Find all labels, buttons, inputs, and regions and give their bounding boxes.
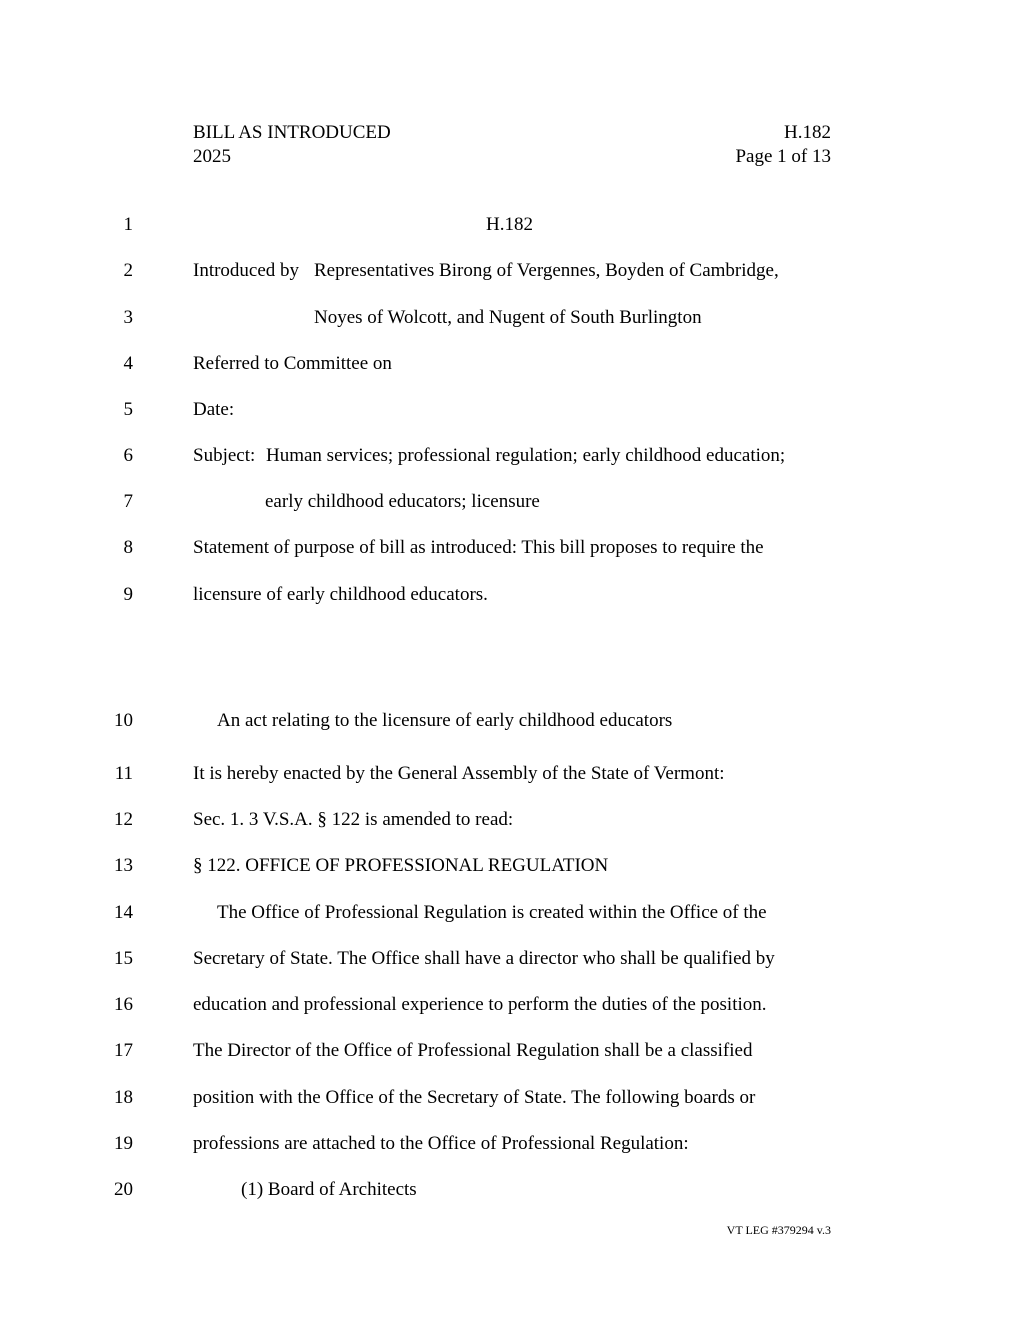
enacting-clause: It is hereby enacted by the General Assembly of the State of Vermont:: [193, 763, 725, 784]
sponsors-line-1: Representatives Birong of Vergennes, Boyden of Cambridge,: [314, 260, 779, 281]
line-number: 13: [114, 855, 133, 876]
purpose-line-1: Statement of purpose of bill as introduced: This bill proposes to require the: [193, 537, 764, 558]
sponsors-line-2: Noyes of Wolcott, and Nugent of South Burlington: [314, 307, 702, 328]
bill-year: 2025: [193, 146, 231, 167]
date-label: Date:: [193, 399, 235, 420]
line-number: 17: [114, 1040, 133, 1061]
paragraph-line: education and professional experience to perform the duties of the position.: [193, 994, 767, 1015]
line-number: 10: [114, 710, 133, 731]
list-item-board-of-architects: (1) Board of Architects: [241, 1179, 417, 1200]
line-number: 19: [114, 1133, 133, 1154]
line-number: 1: [123, 214, 133, 235]
line-number: 4: [123, 353, 133, 374]
subject-label: Subject:: [193, 445, 256, 466]
bill-status: BILL AS INTRODUCED: [193, 122, 391, 143]
line-number: 16: [114, 994, 133, 1015]
line-number: 14: [114, 902, 133, 923]
paragraph-line: Secretary of State. The Office shall have a director who shall be qualified by: [193, 948, 775, 969]
paragraph-line: professions are attached to the Office of Professional Regulation:: [193, 1133, 689, 1154]
line-number: 7: [123, 491, 133, 512]
referred-to-committee: Referred to Committee on: [193, 353, 392, 374]
document-id: VT LEG #379294 v.3: [726, 1223, 831, 1237]
line-number: 3: [123, 307, 133, 328]
line-number: 9: [123, 584, 133, 605]
line-number: 5: [123, 399, 133, 420]
line-number: 8: [123, 537, 133, 558]
paragraph-line: position with the Office of the Secretary of State. The following boards or: [193, 1087, 756, 1108]
introduced-label: Introduced by: [193, 260, 300, 281]
paragraph-line: The Office of Professional Regulation is created within the Office of the: [217, 902, 767, 923]
line-number: 11: [114, 763, 133, 784]
line-number: 2: [123, 260, 133, 281]
page-info: Page 1 of 13: [735, 146, 831, 167]
subject-line-1: Human services; professional regulation; early childhood education;: [266, 445, 786, 466]
act-title: An act relating to the licensure of early childhood educators: [217, 710, 673, 731]
line-number: 18: [114, 1087, 133, 1108]
header-bill-number: H.182: [784, 122, 831, 143]
section-heading: § 122. OFFICE OF PROFESSIONAL REGULATION: [193, 855, 609, 876]
line-number: 15: [114, 948, 133, 969]
line-number: 20: [114, 1179, 133, 1200]
bill-title: H.182: [486, 214, 533, 235]
line-number: 6: [123, 445, 133, 466]
paragraph-line: The Director of the Office of Professional Regulation shall be a classified: [193, 1040, 753, 1061]
purpose-line-2: licensure of early childhood educators.: [193, 584, 488, 605]
subject-line-2: early childhood educators; licensure: [265, 491, 540, 512]
line-number: 12: [114, 809, 133, 830]
section-1-intro: Sec. 1. 3 V.S.A. § 122 is amended to read:: [193, 809, 514, 830]
